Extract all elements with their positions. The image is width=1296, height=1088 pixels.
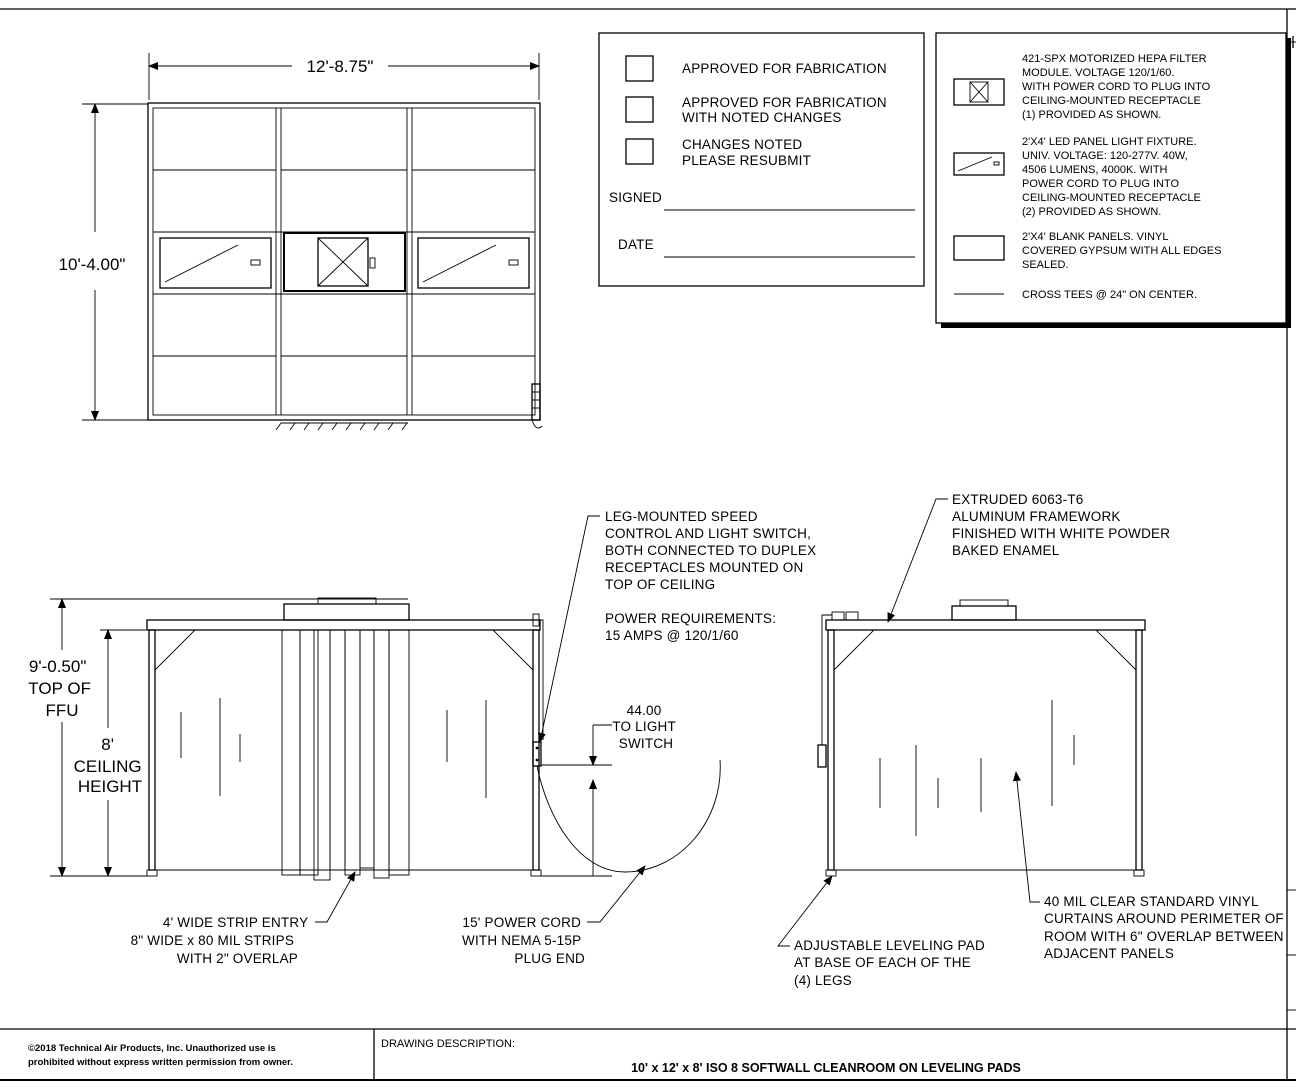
approve-with-changes-label-1: APPROVED FOR FABRICATION bbox=[682, 95, 887, 110]
legend-box bbox=[936, 33, 1291, 328]
plan-height-dimension: 10'-4.00" bbox=[58, 255, 126, 274]
framework-note: EXTRUDED 6063-T6 ALUMINUM FRAMEWORK FINISHED WITH WHITE POWDER BAKED ENAMEL bbox=[952, 492, 1171, 558]
legend-tees-text: CROSS TEES @ 24" ON CENTER. bbox=[1022, 289, 1198, 301]
power-requirements-note: POWER REQUIREMENTS: 15 AMPS @ 120/1/60 bbox=[605, 611, 777, 643]
approve-checkbox[interactable] bbox=[626, 56, 653, 81]
drawing-description: 10' x 12' x 8' ISO 8 SOFTWALL CLEANROOM ON LEVELING PADS bbox=[631, 1061, 1021, 1075]
plan-switch-box bbox=[532, 384, 542, 428]
curtains-note: 40 MIL CLEAR STANDARD VINYL CURTAINS AROUND PERIMETER OF ROOM WITH 6" OVERLAP BETWEEN ADJACENT PANELS bbox=[1044, 894, 1284, 961]
front-strip-door bbox=[282, 630, 409, 880]
leg-mounted-note: LEG-MOUNTED SPEED CONTROL AND LIGHT SWITCH, BOTH CONNECTED TO DUPLEX RECEPTACLES MOUNTED ON TOP OF CEILING bbox=[605, 509, 817, 592]
plan-strip-door-hatch bbox=[276, 423, 408, 430]
switch-height-dimension: 44.00 TO LIGHT SWITCH bbox=[612, 703, 676, 751]
approval-box bbox=[599, 33, 924, 286]
hepa-ffu-center bbox=[284, 233, 405, 291]
approve-with-changes-checkbox[interactable] bbox=[626, 97, 653, 122]
ffu-height-dimension: 9'-0.50" TOP OF FFU bbox=[28, 657, 91, 720]
power-cord-note: 15' POWER CORD WITH NEMA 5-15P PLUG END bbox=[462, 915, 585, 966]
led-fixture-right bbox=[418, 238, 529, 288]
signed-label: SIGNED bbox=[609, 190, 662, 205]
title-block bbox=[28, 1038, 1021, 1075]
ceiling-plan-view bbox=[59, 53, 542, 430]
front-elevation bbox=[28, 509, 820, 966]
resubmit-label-1: CHANGES NOTED bbox=[682, 137, 803, 152]
legend-led-text: 2'X4' LED PANEL LIGHT FIXTURE. UNIV. VOLTAGE: 120-277V. 40W, 4506 LUMENS, 4000K. WITH POWER CORD TO PLUG INTO CEILING-MOUNTED RECEPTACLE (2) PROVIDED AS SHOWN. bbox=[1022, 136, 1201, 218]
legend-hepa-text: 421-SPX MOTORIZED HEPA FILTER MODULE. VOLTAGE 120/1/60. WITH POWER CORD TO PLUG INTO CEILING-MOUNTED RECEPTACLE (1) PROVIDED AS SHOWN. bbox=[1022, 53, 1211, 121]
copyright-line-2: prohibited without express written permission from owner. bbox=[28, 1057, 293, 1068]
date-label: DATE bbox=[618, 237, 654, 252]
legend-blank-text: 2'X4' BLANK PANELS. VINYL COVERED GYPSUM WITH ALL EDGES SEALED. bbox=[1022, 231, 1222, 271]
resubmit-label-2: PLEASE RESUBMIT bbox=[682, 153, 812, 168]
copyright-line-1: ©2018 Technical Air Products, Inc. Unauthorized use is bbox=[28, 1043, 276, 1054]
led-fixture-left bbox=[160, 238, 271, 288]
leveling-pad-note: ADJUSTABLE LEVELING PAD AT BASE OF EACH OF THE (4) LEGS bbox=[794, 938, 985, 988]
approve-with-changes-label-2: WITH NOTED CHANGES bbox=[682, 110, 842, 125]
strip-entry-note: 4' WIDE STRIP ENTRY 8" WIDE x 80 MIL STRIPS WITH 2" OVERLAP bbox=[130, 915, 309, 966]
ceiling-height-dimension: 8' CEILING HEIGHT bbox=[73, 735, 143, 796]
side-elevation bbox=[778, 492, 1288, 988]
plan-width-dimension: 12'-8.75" bbox=[306, 57, 374, 76]
drawing-description-label: DRAWING DESCRIPTION: bbox=[381, 1038, 516, 1050]
resubmit-checkbox[interactable] bbox=[626, 139, 653, 164]
approve-option-label: APPROVED FOR FABRICATION bbox=[682, 61, 887, 76]
